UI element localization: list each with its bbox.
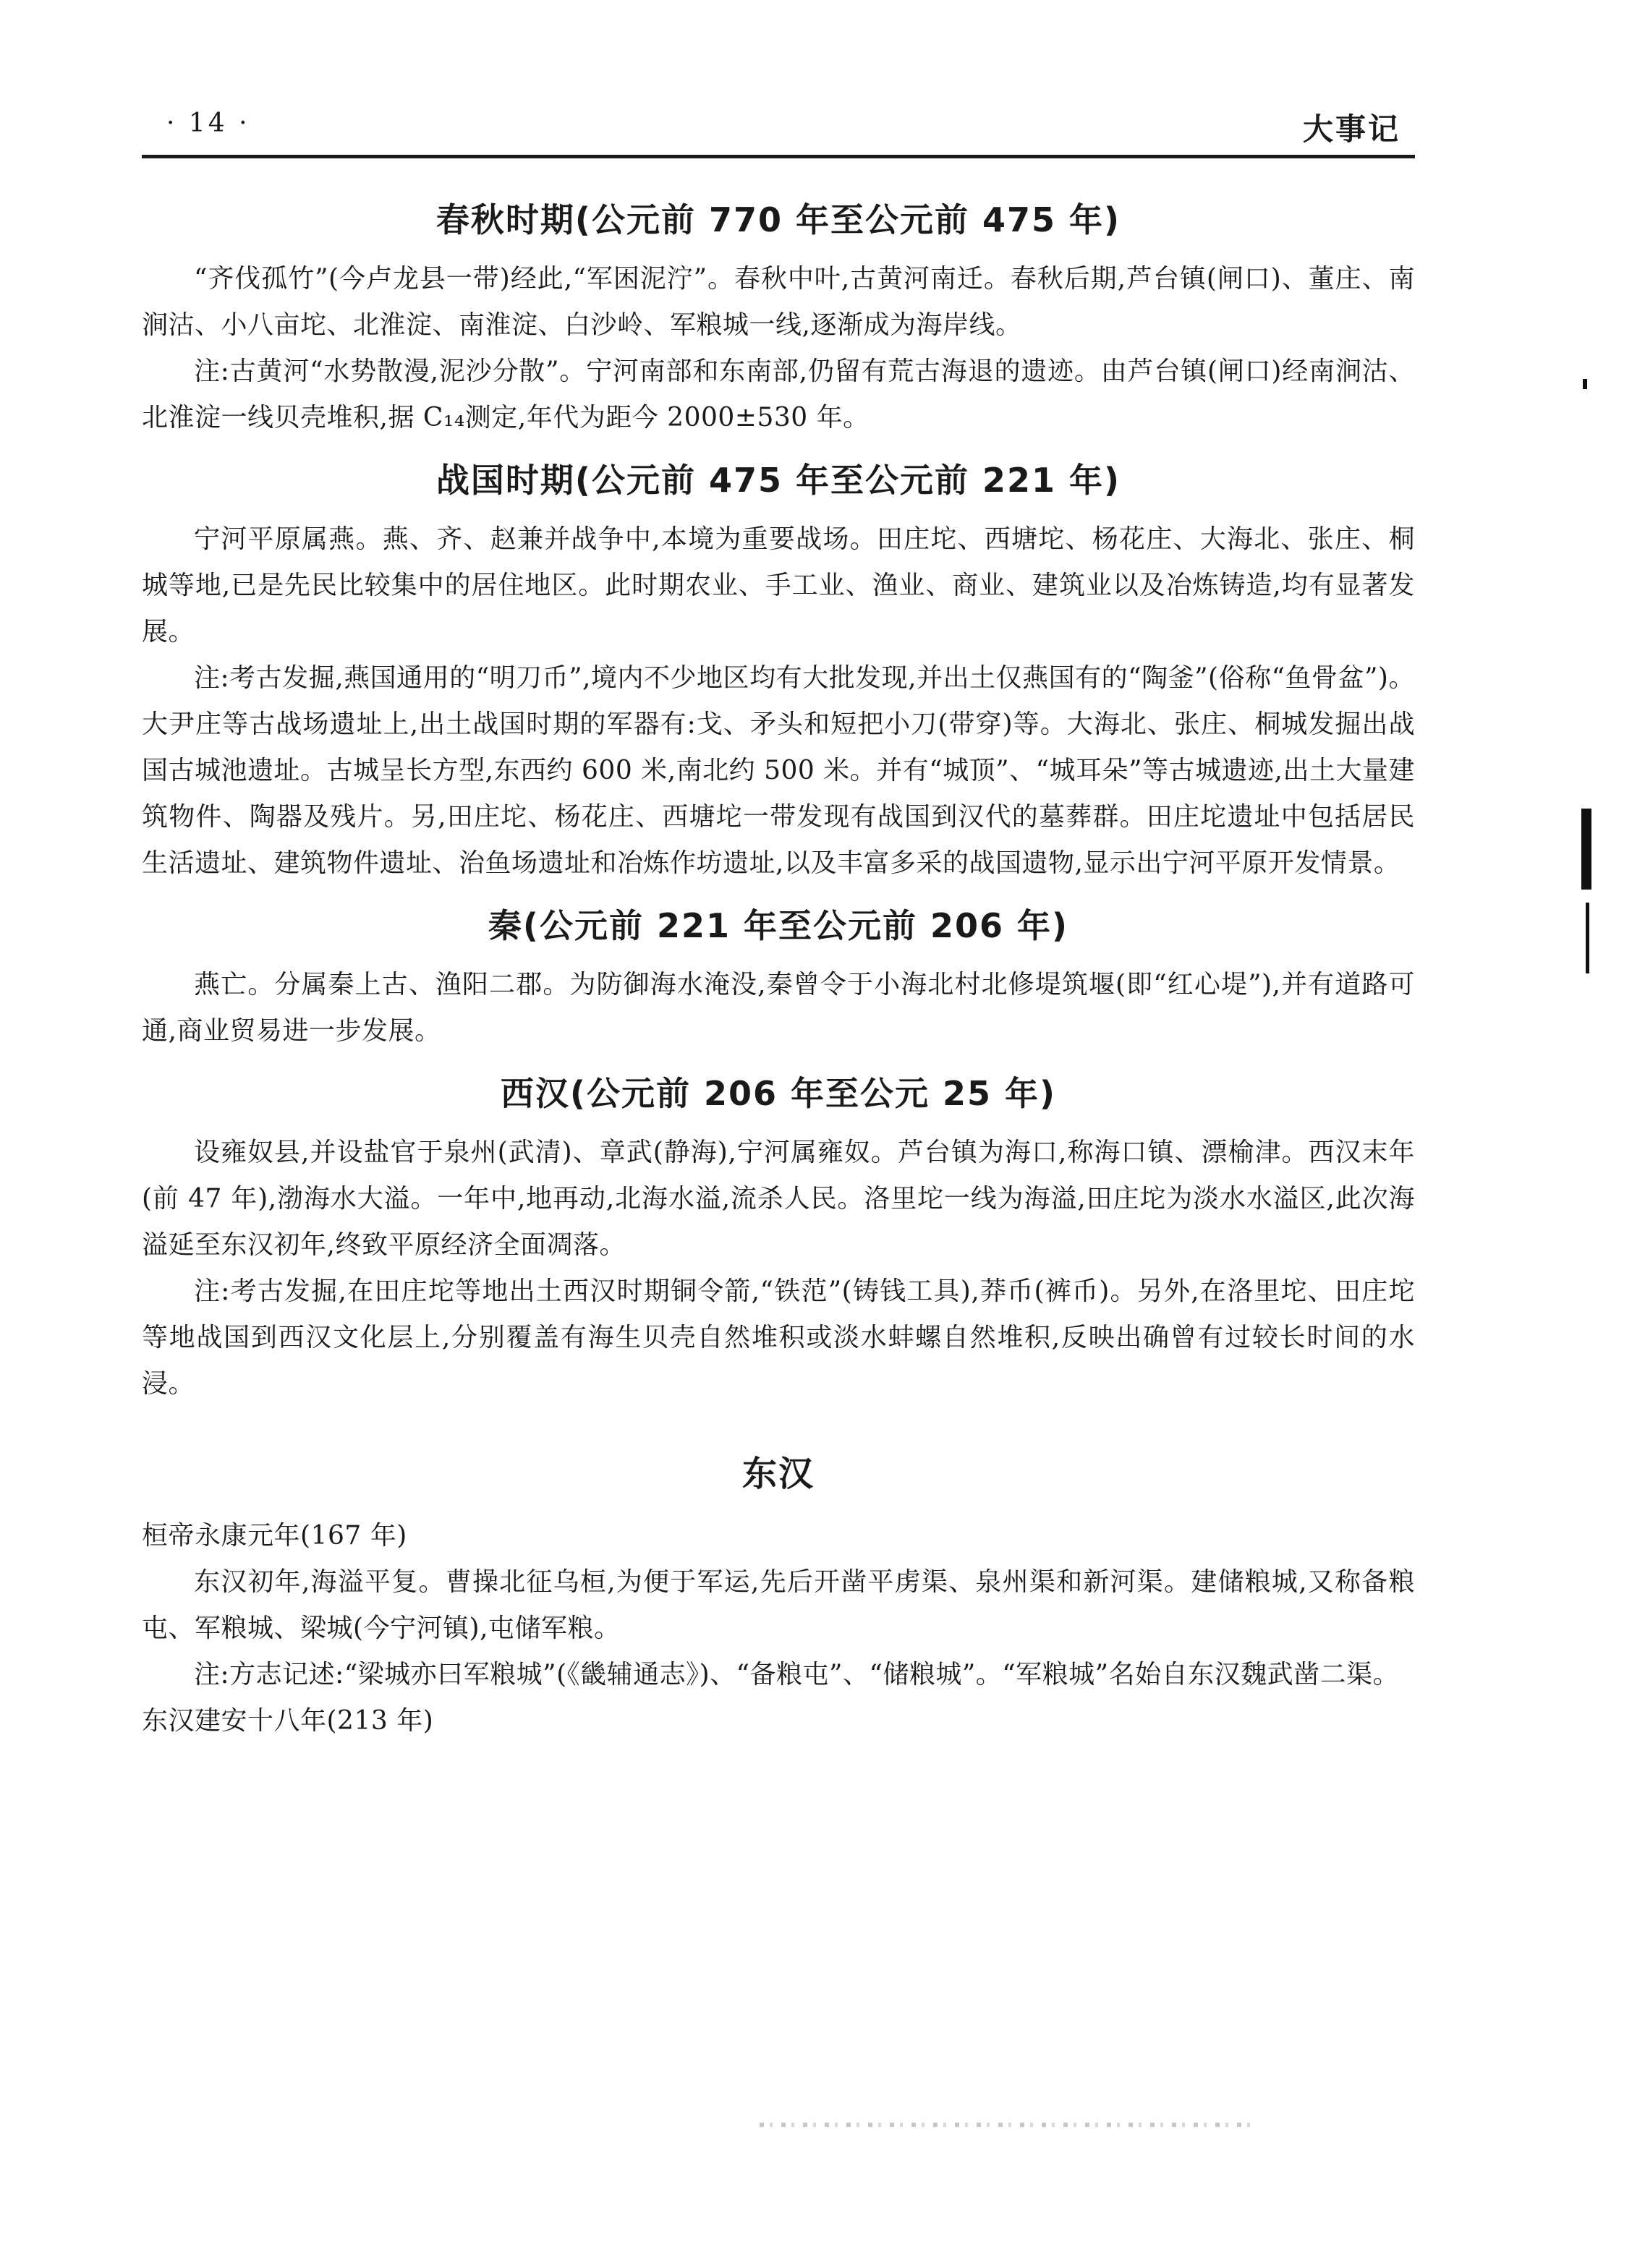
page-header	[142, 108, 1415, 152]
section-heading: 秦(公元前 221 年至公元前 206 年)	[488, 906, 1069, 945]
paragraph: 宁河平原属燕。燕、齐、赵兼并战争中,本境为重要战场。田庄坨、西塘坨、杨花庄、大海北、张庄、桐城等地,已是先民比较集中的居住地区。此时期农业、手工业、渔业、商业、建筑业以及冶炼铸造,均有显著发展。	[142, 524, 1415, 647]
note-paragraph: 注:考古发掘,在田庄坨等地出土西汉时期铜令箭,“铁范”(铸钱工具),莽币(裤币)。另外,在洛里坨、田庄坨等地战国到西汉文化层上,分别覆盖有海生贝壳自然堆积或淡水蚌螺自然堆积,反映出确曾有过较长时间的水浸。	[142, 1276, 1415, 1399]
section-warring-states	[142, 454, 1415, 887]
paragraph: 设雍奴县,并设盐官于泉州(武清)、章武(静海),宁河属雍奴。芦台镇为海口,称海口镇、漂榆津。西汉末年(前 47 年),渤海水大溢。一年中,地再动,北海水溢,流杀人民。洛里坨一线为海溢,田庄坨为淡水水溢区,此次海溢延至东汉初年,终致平原经济全面凋落。	[142, 1138, 1415, 1260]
section-spring-autumn	[142, 194, 1415, 441]
section-heading: 春秋时期(公元前 770 年至公元前 475 年)	[435, 200, 1121, 239]
running-title: 大事记	[1302, 111, 1400, 147]
scan-mark	[1586, 903, 1589, 973]
page-number: · 14 ·	[166, 108, 250, 138]
section-heading: 东汉	[741, 1454, 815, 1494]
entry-date: 桓帝永康元年(167 年)	[142, 1521, 407, 1551]
section-heading: 西汉(公元前 206 年至公元 25 年)	[500, 1074, 1057, 1113]
header-rule	[142, 155, 1415, 158]
section-heading: 战国时期(公元前 475 年至公元前 221 年)	[435, 461, 1121, 500]
paragraph: 东汉初年,海溢平复。曹操北征乌桓,为便于军运,先后开凿平虏渠、泉州渠和新河渠。建储粮城,又称备粮屯、军粮城、梁城(今宁河镇),屯储军粮。	[142, 1567, 1415, 1643]
paragraph: “齐伐孤竹”(今卢龙县一带)经此,“军困泥泞”。春秋中叶,古黄河南迁。春秋后期,芦台镇(闸口)、董庄、南涧沽、小八亩坨、北淮淀、南淮淀、白沙岭、军粮城一线,逐渐成为海岸线。	[142, 264, 1415, 340]
page-content	[142, 194, 1415, 1757]
paragraph: 燕亡。分属秦上古、渔阳二郡。为防御海水淹没,秦曾令于小海北村北修堤筑堰(即“红心堤”),并有道路可通,商业贸易进一步发展。	[142, 970, 1415, 1046]
note-paragraph: 注:考古发掘,燕国通用的“明刀币”,境内不少地区均有大批发现,并出土仅燕国有的“陶釜”(俗称“鱼骨盆”)。大尹庄等古战场遗址上,出土战国时期的军器有:戈、矛头和短把小刀(带穿)等。大海北、张庄、桐城发掘出战国古城池遗址。古城呈长方型,东西约 600 米,南北约 500 米。并有“城顶”、“城耳朵”等古城遗迹,出土大量建筑物件、陶器及残片。另,田庄坨、杨花庄、西塘坨一带发现有战国到汉代的墓葬群。田庄坨遗址中包括居民生活遗址、建筑物件遗址、治鱼场遗址和冶炼作坊遗址,以及丰富多采的战国遗物,显示出宁河平原开发情景。	[142, 663, 1415, 878]
note-paragraph: 注:古黄河“水势散漫,泥沙分散”。宁河南部和东南部,仍留有荒古海退的遗迹。由芦台镇(闸口)经南涧沽、北淮淀一线贝壳堆积,据 C₁₄测定,年代为距今 2000±530 年。	[142, 357, 1415, 432]
section-western-han	[142, 1067, 1415, 1407]
scan-noise	[760, 2123, 1251, 2127]
section-eastern-han	[142, 1448, 1415, 1744]
note-paragraph: 注:方志记述:“梁城亦曰军粮城”(《畿辅通志》)、“备粮屯”、“储粮城”。“军粮城”名始自东汉魏武凿二渠。	[194, 1660, 1400, 1689]
entry-date: 东汉建安十八年(213 年)	[142, 1706, 434, 1736]
scan-mark	[1583, 379, 1587, 389]
section-qin	[142, 900, 1415, 1054]
scan-mark	[1581, 809, 1591, 890]
book-page	[142, 0, 1415, 2268]
